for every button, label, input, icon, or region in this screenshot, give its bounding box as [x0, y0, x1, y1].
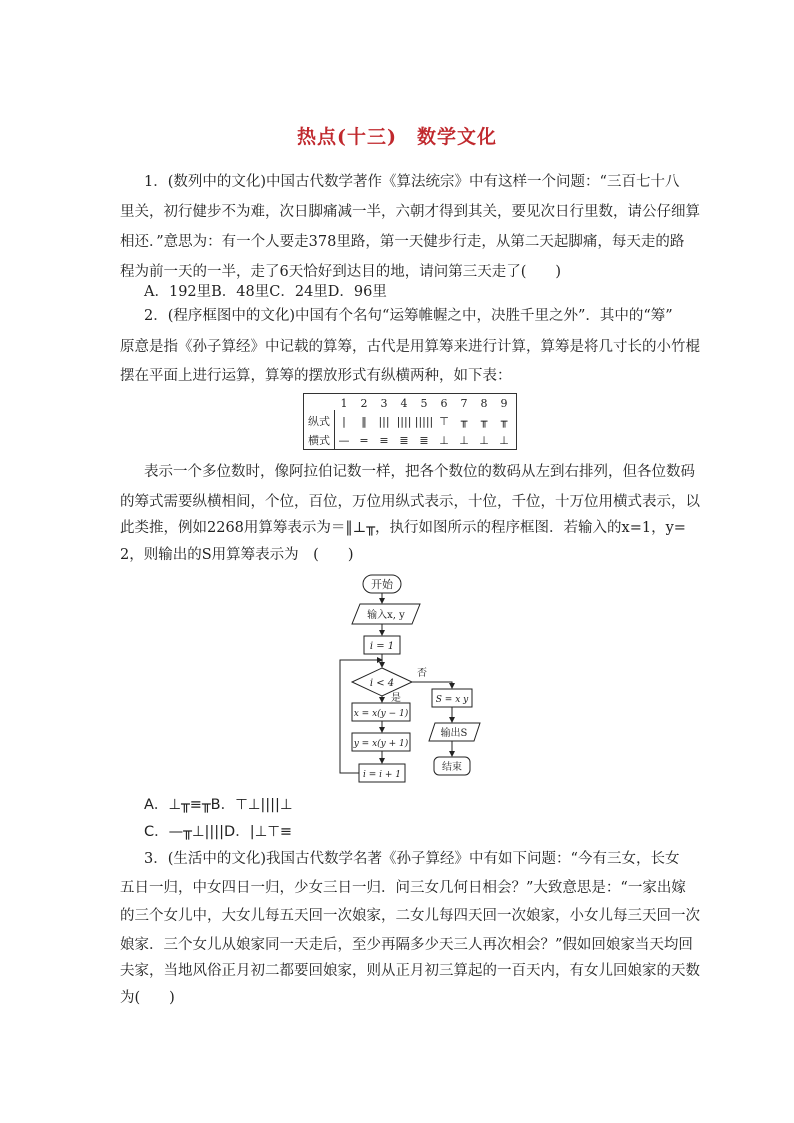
- q2-after-line-1: 表示一个多位数时，像阿拉伯记数一样，把各个数位的数码从左到右排列，但各位数码: [144, 464, 695, 480]
- rod-glyph: ⊤: [439, 414, 449, 428]
- rod-number: 4: [400, 396, 408, 410]
- q1-line-1: 1．(数列中的文化)中国古代数学著作《算法统宗》中有这样一个问题：“三百七十八: [144, 174, 680, 190]
- rod-number: 8: [480, 396, 488, 410]
- rod-glyph: ╥: [460, 414, 468, 428]
- rod-glyph: ╥: [500, 414, 508, 428]
- rod-glyph: ⊥: [439, 433, 449, 447]
- rod-glyph: |||: [378, 414, 390, 428]
- rod-glyph: —: [338, 433, 350, 447]
- q3-line-6: 为( ): [120, 990, 175, 1006]
- q2-after-line-4: 2，则输出的S用算筹表示为 ( ): [120, 547, 354, 563]
- rod-number: 6: [440, 396, 448, 410]
- q2-line-3: 摆在平面上进行运算，算筹的摆放形式有纵横两种，如下表：: [120, 368, 512, 384]
- rod-number: 5: [420, 396, 428, 410]
- rod-glyph: ≡: [379, 433, 389, 447]
- flow-start-text: 开始: [371, 578, 393, 591]
- rod-glyph: ‖: [361, 414, 367, 428]
- q1-options: A．192里B．48里C．24里D．96里: [144, 284, 387, 300]
- rod-glyph: ||||: [396, 414, 412, 428]
- flow-end-text: 结束: [442, 762, 462, 773]
- flow-no-label: 否: [417, 668, 427, 679]
- rod-table-number-row: [304, 394, 516, 412]
- rod-glyph: ⊥: [499, 433, 509, 447]
- horizontal-label: 横式: [308, 434, 330, 447]
- page-title: 热点(十三) 数学文化: [297, 126, 497, 148]
- rod-number: 2: [360, 396, 368, 410]
- q2-after-line-2: 的筹式需要纵横相间，个位，百位，万位用纵式表示，十位，千位，十万位用横式表示，以: [120, 494, 700, 510]
- vertical-label: 纵式: [308, 415, 330, 428]
- flow-yes-label: 是: [391, 693, 401, 704]
- q2-line-2: 原意是指《孙子算经》中记载的算筹，古代是用算筹来进行计算，算筹是将几寸长的小竹棍: [120, 339, 700, 355]
- rod-glyph: ⊥: [459, 433, 469, 447]
- flow-output-text: 输出S: [440, 728, 468, 739]
- flow-step2-text: y = x(y + 1): [353, 739, 409, 749]
- q2-line-1: 2．(程序框图中的文化)中国有个名句“运筹帷幄之中，决胜千里之外”．其中的“筹”: [144, 308, 673, 324]
- rod-number: 7: [460, 396, 468, 410]
- rod-glyph: ╥: [480, 414, 488, 428]
- q1-line-3: 相还．”意思为：有一个人要走378里路，第一天健步行走，从第二天起脚痛，每天走的路: [120, 234, 685, 250]
- rod-glyph: |: [342, 414, 346, 428]
- table-divider: [334, 410, 335, 449]
- q3-line-4: 娘家．三个女儿从娘家同一天走后，至少再隔多少天三人再次相会？”假如回娘家当天均回: [120, 937, 693, 953]
- q1-line-4: 程为前一天的一半，走了6天恰好到达目的地，请问第三天走了( ): [120, 264, 562, 280]
- rod-table-vertical-row: [304, 412, 516, 430]
- q3-line-2: 五日一归，中女四日一归，少女三日一归．问三女几何日相会？”大致意思是：“一家出嫁: [120, 880, 686, 896]
- flow-input-text: 输入x, y: [367, 610, 405, 621]
- flow-init-text: i = 1: [369, 641, 395, 652]
- q3-line-1: 3．(生活中的文化)我国古代数学名著《孙子算经》中有如下问题：“今有三女，长女: [144, 851, 680, 867]
- q2-after-line-3: 此类推，例如2268用算筹表示为＝‖⊥╥，执行如图所示的程序框图．若输入的x=1，y=: [120, 520, 686, 536]
- flow-calc-text: S = x y: [435, 695, 469, 705]
- rod-number: 1: [340, 396, 348, 410]
- rod-glyph: ⊥: [479, 433, 489, 447]
- flow-step1-text: x = x(y − 1): [353, 709, 409, 719]
- rod-glyph: ≣: [419, 433, 429, 447]
- q2-options-line-2: C．—╥⊥||||D．|⊥⊤≡: [144, 824, 292, 840]
- flow-cond-text: i < 4: [369, 678, 395, 689]
- rod-number: 9: [500, 396, 508, 410]
- counting-rod-table: [303, 393, 517, 450]
- q3-line-3: 的三个女儿中，大女儿每五天回一次娘家，二女儿每四天回一次娘家，小女儿每三天回一次: [120, 908, 700, 924]
- rod-number: 3: [380, 396, 388, 410]
- rod-glyph: ≣: [399, 433, 409, 447]
- q3-line-5: 夫家，当地风俗正月初二都要回娘家，则从正月初三算起的一百天内，有女儿回娘家的天数: [120, 963, 700, 979]
- rod-table-horizontal-row: [304, 431, 516, 449]
- q2-options-line-1: A．⊥╥≡╥B．⊤⊥||||⊥: [144, 797, 293, 813]
- flow-step3-text: i = i + 1: [362, 770, 402, 780]
- q1-line-2: 里关，初行健步不为难，次日脚痛减一半，六朝才得到其关，要见次日行里数，请公仔细算: [120, 204, 700, 220]
- program-flowchart: [0, 572, 794, 802]
- rod-glyph: =: [359, 433, 369, 447]
- rod-glyph: |||||: [414, 414, 434, 428]
